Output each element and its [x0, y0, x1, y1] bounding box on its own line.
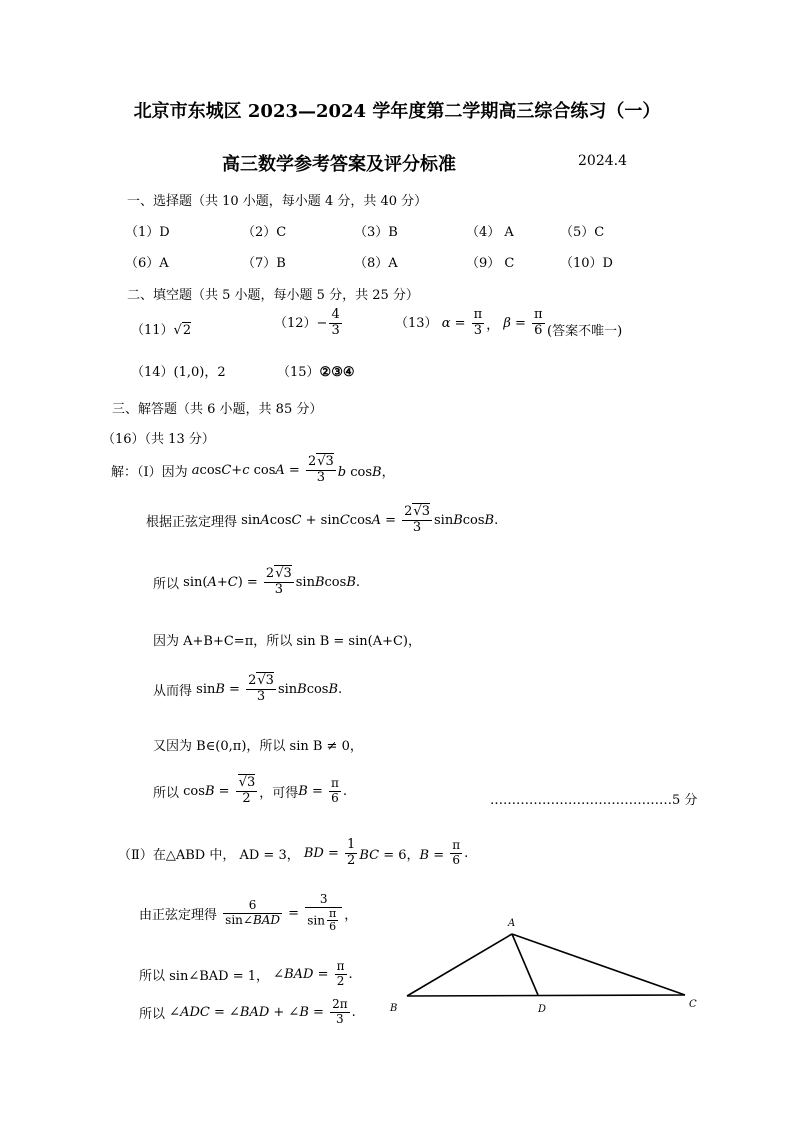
solution-line-6: 又因为 B∈(0,π)，所以 sin B ≠ 0， [153, 739, 363, 754]
segment-bc [407, 995, 685, 996]
answer-10: （10）D [560, 256, 613, 271]
label-d: D [538, 1004, 547, 1015]
answer-3: （3）B [354, 225, 398, 240]
answer-8: （8）A [354, 256, 398, 271]
label-c: C [689, 999, 697, 1010]
solution-line-3: 所以 sin(A+C) = $\frac{2√3}{3}$ sinBcosB. [153, 566, 361, 597]
solution-line-7: 所以 cosB = $\frac{√3}{2}$ ，可得B = $\frac{\pi}{6}$ . [153, 775, 348, 806]
segment-ac [512, 934, 685, 995]
fill-13-note: (答案不唯一) [547, 324, 623, 339]
label-b: B [390, 1003, 398, 1014]
answer-1: （1）D [125, 225, 170, 240]
date-label: 2024.4 [578, 153, 627, 169]
answer-5: （5）C [560, 225, 605, 240]
label-a: A [508, 918, 516, 929]
solution-line-1: 解：（Ⅰ）因为 acosC+c cosA = $\frac{2√3}{3}$ b cosB， [111, 454, 395, 485]
section3-heading: 三、解答题（共 6 小题，共 85 分） [112, 402, 323, 417]
fill-13: （13） α = $\frac{\pi}{3}$ ， β = $\frac{\pi}{6}$ [395, 307, 543, 338]
solution-line-10: 所以 sin∠BAD = 1， ∠BAD = $\frac{\pi}{2}$ . [139, 959, 353, 988]
page-title: 北京市东城区 2023—2024 学年度第二学期高三综合练习（一） [133, 101, 661, 122]
q16-heading: （16）（共 13 分） [102, 432, 215, 447]
segment-ad [512, 934, 538, 995]
solution-line-2: 根据正弦定理得 sinAcosC + sinCcosA = $\frac{2√3}{3}$ sinBcosB. [146, 504, 499, 535]
fill-14: （14）(1,0)，2 [131, 365, 226, 380]
answer-9: （9） C [466, 256, 515, 271]
fill-12: （12）− $\frac{4}{3}$ [274, 307, 340, 338]
fill-15: （15）②③④ [277, 365, 355, 380]
score-dots: ……………………………………5 分 [490, 793, 698, 808]
segment-ba [407, 934, 512, 996]
page-subtitle: 高三数学参考答案及评分标准 [222, 154, 456, 175]
solution-line-4: 因为 A+B+C=π，所以 sin B = sin(A+C)， [153, 634, 421, 649]
section2-heading: 二、填空题（共 5 小题，每小题 5 分，共 25 分） [127, 288, 419, 303]
solution-line-9: 由正弦定理得 $\frac{6}{\text{sin∠BAD}}$ = 3 sin $\frac{\pi}{6}$ ， [139, 892, 358, 934]
section1-heading: 一、选择题（共 10 小题，每小题 4 分，共 40 分） [127, 194, 428, 209]
solution-line-5: 从而得 sinB = $\frac{2√3}{3}$ sinBcosB. [153, 673, 343, 704]
part2-line: （Ⅱ）在△ABD 中， AD = 3， BD = $\frac{1}{2}$ BC = 6，B = $\frac{\pi}{6}$ . [118, 837, 469, 868]
solution-line-11: 所以 ∠ADC = ∠BAD + ∠B = $\frac{2\pi}{3}$ . [139, 997, 356, 1026]
answer-2: （2）C [242, 225, 287, 240]
fill-11: （11）√2 [131, 323, 192, 338]
answer-7: （7）B [242, 256, 286, 271]
answer-6: （6）A [125, 256, 169, 271]
answer-4: （4） A [466, 225, 514, 240]
triangle-figure [380, 912, 710, 1022]
